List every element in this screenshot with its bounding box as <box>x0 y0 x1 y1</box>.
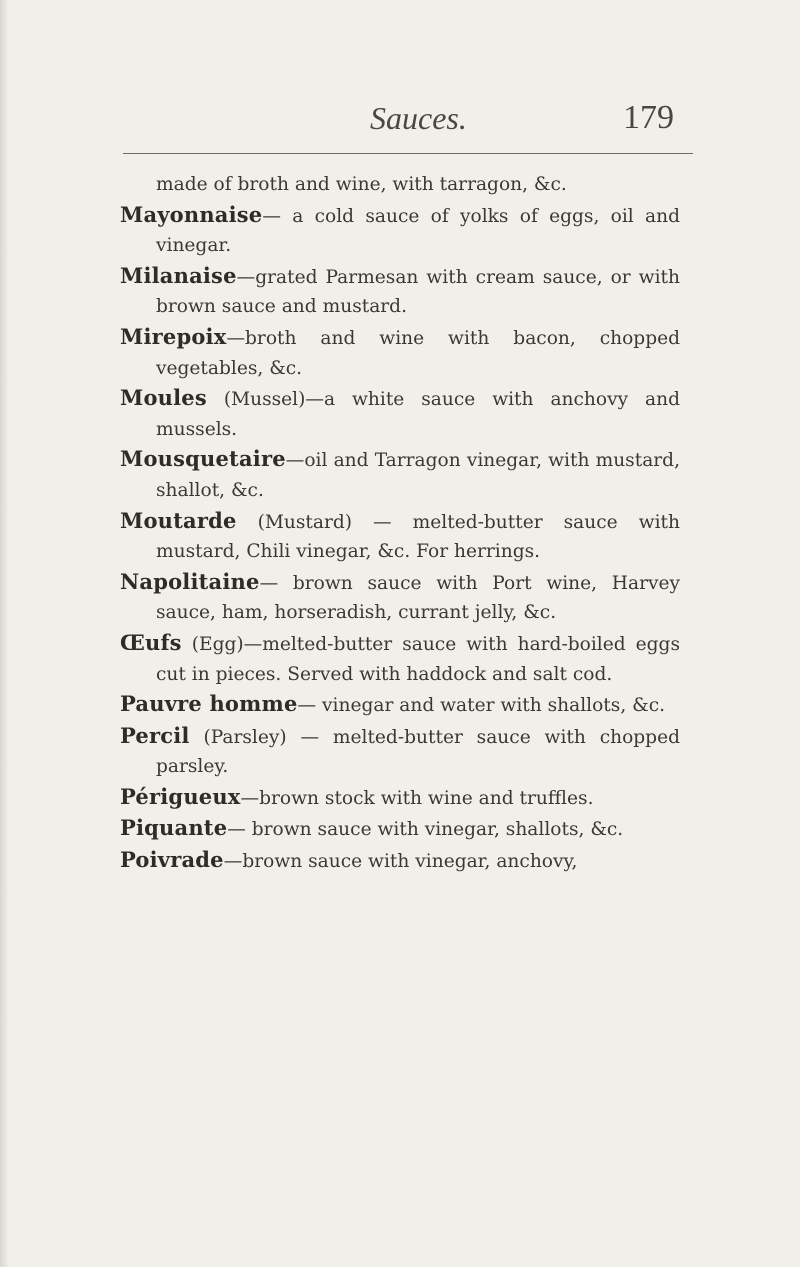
entry-description: (Mustard) — melted-butter sauce with mustard, Chili vinegar, &c. For herrings. <box>156 511 680 563</box>
entry-list <box>120 200 680 877</box>
entry-term: Piquante <box>120 815 228 841</box>
entry-description: —brown stock with wine and truffles. <box>240 787 594 809</box>
glossary-entry <box>120 689 680 721</box>
entry-term: Périgueux <box>120 783 241 809</box>
entry-description: — a cold sauce of yolks of eggs, oil and vinegar. <box>156 205 680 257</box>
glossary-entry <box>120 721 680 782</box>
running-title: Sauces. <box>370 100 467 136</box>
entry-description: — brown sauce with vinegar, shallots, &c. <box>227 819 624 841</box>
page-header <box>0 98 800 148</box>
entry-term: Poivrade <box>120 847 224 873</box>
glossary-entry <box>120 200 680 261</box>
entry-description: —oil and Tarragon vinegar, with mustard, shallot, &c. <box>156 450 680 501</box>
entry-term: Mayonnaise <box>120 201 263 227</box>
glossary-entry <box>120 782 680 814</box>
glossary-entry <box>120 845 680 877</box>
glossary-entry <box>120 322 680 383</box>
entry-term: Napolitaine <box>120 568 260 594</box>
entry-description: (Parsley) — melted-butter sauce with chopped parsley. <box>156 726 680 778</box>
entry-term: Mirepoix <box>120 323 227 349</box>
entry-description: —grated Parmesan with cream sauce, or with brown sauce and mustard. <box>156 266 680 318</box>
glossary-entry <box>120 567 680 628</box>
entry-description: —brown sauce with vinegar, anchovy, <box>223 851 578 873</box>
glossary-entry <box>120 383 680 444</box>
glossary-entry <box>120 506 680 567</box>
entry-term: Moutarde <box>120 507 237 533</box>
entry-term: Milanaise <box>120 262 237 288</box>
entry-description: (Egg)—melted-butter sauce with hard-boiled eggs cut in pieces. Served with haddock and salt cod. <box>156 633 680 685</box>
header-rule <box>123 153 693 154</box>
page-number: 179 <box>623 99 674 136</box>
entry-term: Pauvre homme <box>120 691 298 717</box>
entry-term: Mousquetaire <box>120 446 286 472</box>
entry-description: —broth and wine with bacon, chopped vegetables, &c. <box>156 327 680 379</box>
page-binding-edge <box>0 0 8 1267</box>
glossary-text <box>120 170 680 877</box>
entry-term: Percil <box>120 722 190 748</box>
continuation-text: made of broth and wine, with tarragon, &c. <box>156 174 567 195</box>
entry-description: — brown sauce with Port wine, Harvey sauce, ham, horseradish, currant jelly, &c. <box>156 572 680 624</box>
glossary-entry <box>120 261 680 322</box>
glossary-entry <box>120 813 680 845</box>
entry-description: — vinegar and water with shallots, &c. <box>297 695 666 717</box>
glossary-entry <box>120 444 680 505</box>
entry-term: Moules <box>120 385 207 411</box>
entry-term: Œufs <box>120 629 182 655</box>
entry-description: (Mussel)—a white sauce with anchovy and mussels. <box>156 389 680 440</box>
glossary-entry <box>120 628 680 689</box>
